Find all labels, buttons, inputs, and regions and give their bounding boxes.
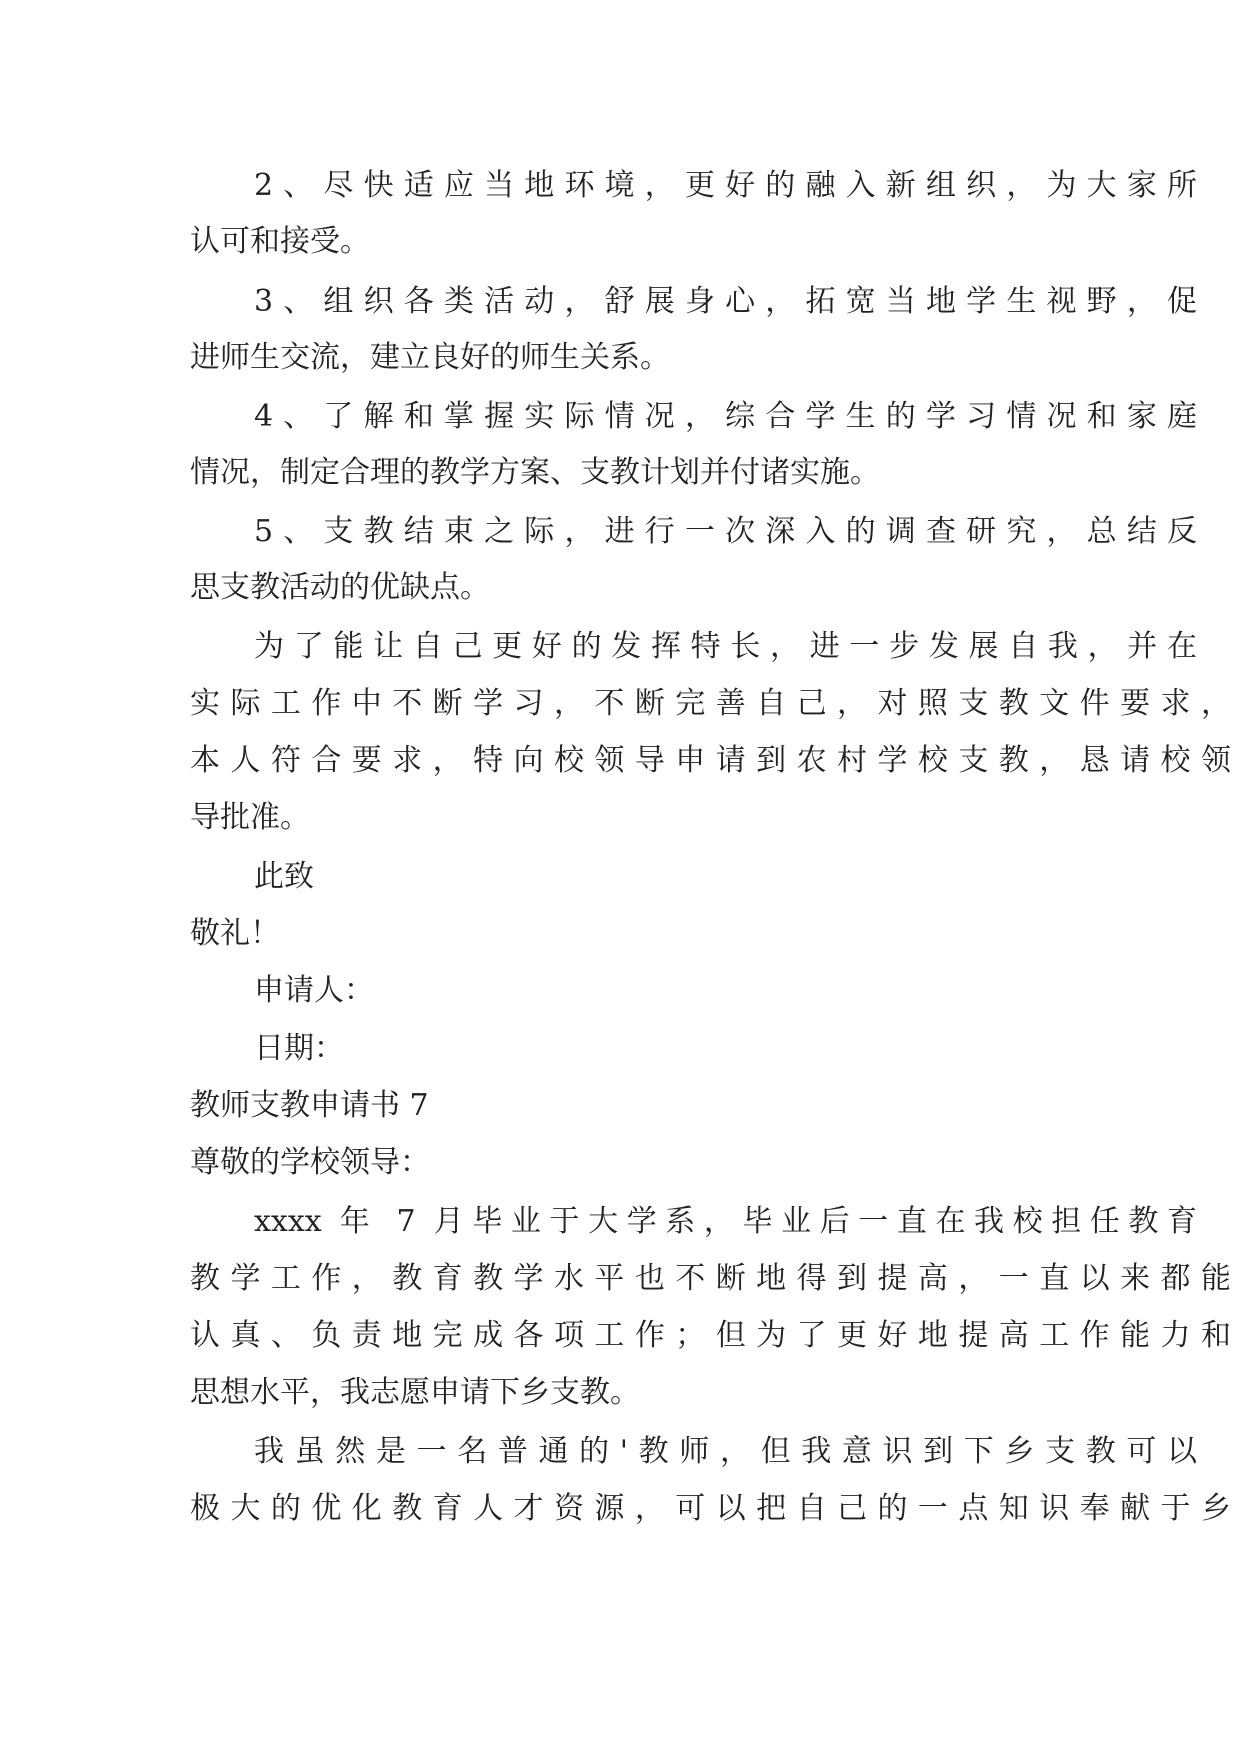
date-label: 日期： <box>254 1031 344 1066</box>
text-line-body-5: 我虽然是一名普通的'教师，但我意识到下乡支教可以 <box>254 1434 1197 1469</box>
text-line-item-5-cont: 思支教活动的优缺点。 <box>190 570 490 605</box>
text-line-item-4-cont: 情况，制定合理的教学方案、支教计划并付诸实施。 <box>190 455 880 490</box>
closing-cizhi: 此致 <box>254 859 314 894</box>
text-line-paragraph-1: 为了能让自己更好的发挥特长，进一步发展自我，并在 <box>254 629 1197 664</box>
text-line-paragraph-4: 导批准。 <box>190 800 310 835</box>
section-title: 教师支教申请书 7 <box>190 1088 429 1123</box>
text-line-body-6: 极大的优化教育人才资源，可以把自己的一点知识奉献于乡 <box>190 1491 1231 1526</box>
text-line-item-3: 3、组织各类活动，舒展身心，拓宽当地学生视野，促 <box>254 284 1197 319</box>
text-line-item-4: 4、了解和掌握实际情况，综合学生的学习情况和家庭 <box>254 399 1197 434</box>
text-line-item-3-cont: 进师生交流，建立良好的师生关系。 <box>190 340 670 375</box>
applicant-label: 申请人： <box>254 973 374 1008</box>
text-line-body-1: xxxx 年 7 月毕业于大学系，毕业后一直在我校担任教育 <box>254 1204 1197 1239</box>
text-line-item-2-cont: 认可和接受。 <box>190 224 370 259</box>
text-line-body-4: 思想水平，我志愿申请下乡支教。 <box>190 1375 640 1410</box>
text-line-body-3: 认真、负责地完成各项工作；但为了更好地提高工作能力和 <box>190 1318 1231 1353</box>
text-line-body-2: 教学工作，教育教学水平也不断地得到提高，一直以来都能 <box>190 1261 1231 1296</box>
text-line-paragraph-3: 本人符合要求，特向校领导申请到农村学校支教，恳请校领 <box>190 743 1231 778</box>
text-line-paragraph-2: 实际工作中不断学习，不断完善自己，对照支教文件要求， <box>190 686 1231 721</box>
text-line-item-5: 5、支教结束之际，进行一次深入的调查研究，总结反 <box>254 514 1197 549</box>
text-line-item-2: 2、尽快适应当地环境，更好的融入新组织，为大家所 <box>254 168 1197 203</box>
closing-jingli: 敬礼！ <box>190 916 280 951</box>
salutation: 尊敬的学校领导： <box>190 1145 430 1180</box>
